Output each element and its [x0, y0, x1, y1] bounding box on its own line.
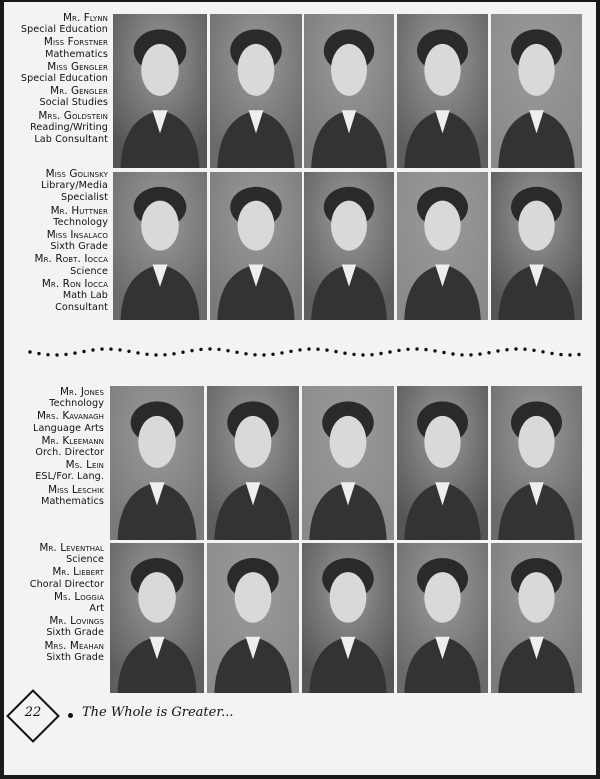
page-number: 22 — [24, 705, 42, 720]
portrait-man-blond-tie — [397, 172, 488, 320]
caption-block-1: Mr. Flynn Special Education Miss Forstner Mathematics Miss Gengler Special Education Mr. Gengler Social Studies Mrs. Goldstein Reading/Writing Lab Consultant — [20, 12, 108, 146]
portrait-man-suit — [110, 386, 204, 540]
footer-bullet — [68, 713, 73, 718]
portrait-woman-striped — [397, 386, 488, 540]
portrait-woman-short-hair — [113, 172, 207, 320]
portrait-woman-curly-hair — [304, 14, 394, 168]
portrait-man-glasses — [110, 543, 204, 693]
portrait-woman-checked — [491, 543, 582, 693]
portrait-man-tie — [302, 386, 394, 540]
portrait-woman-long-curly — [304, 172, 394, 320]
caption-block-4: Mr. Leventhal Science Mr. Liebert Choral Director Ms. Loggia Art Mr. Lovings Sixth Grade Mrs. Meahan Sixth Grade — [29, 542, 104, 663]
portrait-woman-glasses — [491, 14, 582, 168]
portrait-woman-dark-hair — [210, 14, 302, 168]
portrait-woman-long-hair — [491, 386, 582, 540]
dotted-divider — [26, 342, 586, 362]
portrait-man-suit-tie — [207, 543, 299, 693]
portrait-man-mustache — [113, 14, 207, 168]
portrait-man-white-hair — [210, 172, 302, 320]
portrait-man-tie — [397, 14, 488, 168]
portrait-man-beard — [491, 172, 582, 320]
portrait-woman-long-hair — [302, 543, 394, 693]
portrait-woman-smiling — [397, 543, 488, 693]
portrait-woman-curly — [207, 386, 299, 540]
footer-tagline: The Whole is Greater... — [82, 705, 234, 720]
caption-block-2: Miss Golinsky Library/Media Specialist Mr. Huttner Technology Miss Insalaco Sixth Grade Mr. Robt. Iocca Science Mr. Ron Iocca Math Lab Consultant — [34, 168, 108, 314]
caption-block-3: Mr. Jones Technology Mrs. Kavanagh Language Arts Mr. Kleemann Orch. Director Ms. Lein ESL/For. Lang. Miss Leschik Mathematics — [33, 386, 104, 507]
